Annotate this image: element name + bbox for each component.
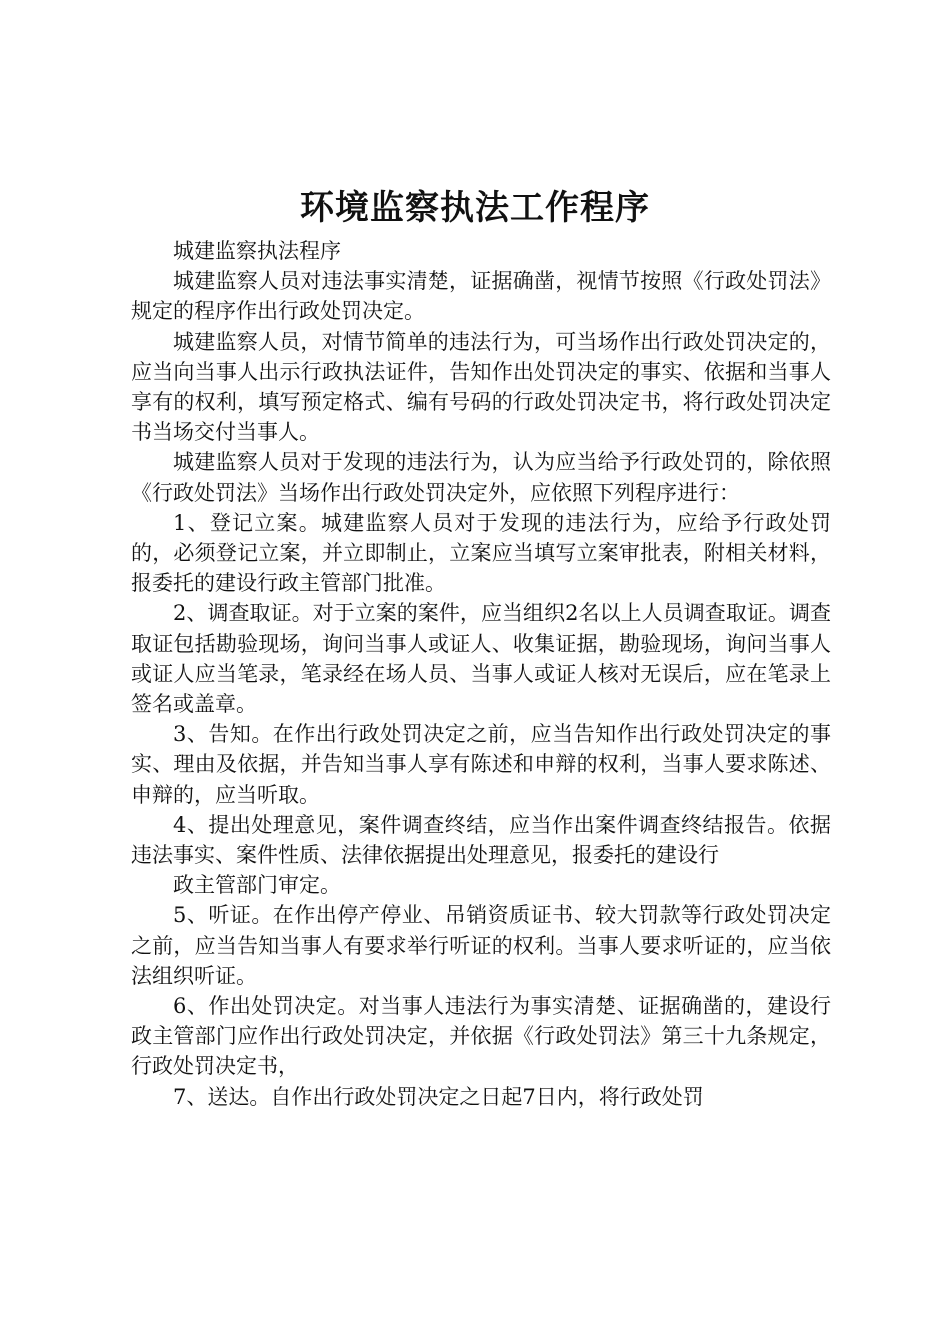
step-2-investigation: 2、调查取证。对于立案的案件，应当组织2名以上人员调查取证。调查取证包括勘验现场，询问当事人或证人、收集证据，勘验现场，询问当事人或证人应当笔录，笔录经在场人员、当事人或证人核对无误后，应在笔录上签名或盖章。 [131, 601, 831, 717]
paragraph-intro: 城建监察人员对违法事实清楚，证据确凿，视情节按照《行政处罚法》规定的程序作出行政处罚决定。 [131, 269, 831, 324]
step-4-opinion: 4、提出处理意见，案件调查终结，应当作出案件调查终结报告。依据违法事实、案件性质、法律依据提出处理意见，报委托的建设行 [131, 812, 831, 868]
section-heading: 城建监察执法程序 [173, 239, 341, 263]
paragraph-summary-procedure: 城建监察人员，对情节简单的违法行为，可当场作出行政处罚决定的，应当向当事人出示行政执法证件，告知作出处罚决定的事实、依据和当事人享有的权利，填写预定格式、编有号码的行政处罚决定书，将行政处罚决定书当场交付当事人。 [131, 329, 831, 445]
document-title: 环境监察执法工作程序 [300, 188, 650, 228]
step-3-notification: 3、告知。在作出行政处罚决定之前，应当告知作出行政处罚决定的事实、理由及依据，并告知当事人享有陈述和申辩的权利，当事人要求陈述、申辩的，应当听取。 [131, 722, 831, 807]
paragraph-general-procedure: 城建监察人员对于发现的违法行为，认为应当给予行政处罚的，除依照《行政处罚法》当场作出行政处罚决定外，应依照下列程序进行： [131, 450, 831, 505]
step-1-registration: 1、登记立案。城建监察人员对于发现的违法行为，应给予行政处罚的，必须登记立案，并立即制止，立案应当填写立案审批表，附相关材料，报委托的建设行政主管部门批准。 [131, 510, 831, 596]
step-5-hearing: 5、听证。在作出停产停业、吊销资质证书、较大罚款等行政处罚决定之前，应当告知当事人有要求举行听证的权利。当事人要求听证的，应当依法组织听证。 [131, 903, 831, 988]
document-body [131, 236, 831, 1112]
step-7-delivery: 7、送达。自作出行政处罚决定之日起7日内，将行政处罚 [173, 1084, 704, 1109]
step-4-continuation: 政主管部门审定。 [173, 873, 341, 898]
step-6-decision: 6、作出处罚决定。对当事人违法行为事实清楚、证据确凿的，建设行政主管部门应作出行政处罚决定，并依据《行政处罚法》第三十九条规定，行政处罚决定书， [131, 994, 831, 1079]
